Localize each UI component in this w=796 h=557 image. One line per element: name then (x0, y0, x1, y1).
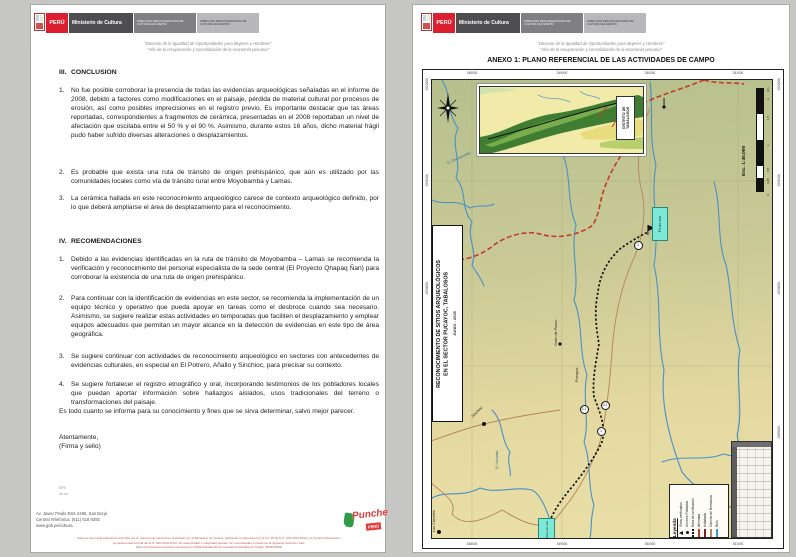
gov-header (34, 13, 259, 33)
place-label-cerro: Cerro de Pasco (554, 319, 558, 346)
direction-box-1: DIRECCIÓN DESCONCENTRADA DE CULTURA SAN MARTÍN (134, 13, 196, 33)
waypoint-marker: 3 (634, 241, 643, 250)
legend-item: Sitios verificados (678, 487, 684, 537)
recommendation-item-1: 1. Debido a las evidencias identificadas en la ruta de tránsito de Moyobamba – Lamas se recomienda la verificación y reconocimiento del personal especialista de la sede central (El Proyecto Qhapaq Ñan) para corroborar la existencia de una ruta de origen prehispánico. (59, 256, 379, 282)
verified-site-icon (679, 531, 683, 535)
waypoint-marker: 1 (597, 427, 606, 436)
signoff-line-2: (Firma y sello) (59, 443, 101, 450)
footer-legal-text (35, 536, 383, 550)
scale-mark: 0 (766, 194, 770, 196)
waypoint-marker: 2.2 (601, 401, 610, 410)
compass-rose-icon (436, 92, 460, 124)
coordinate-tick: 348000 (466, 71, 478, 75)
conclusion-item-3: 3. La cerámica hallada en este reconocimiento arqueológico carece de contexto arqueológico definido, por lo que deberá ampliarse el área de desplazamiento para el reconocimiento. (59, 195, 379, 212)
coordinate-tick: 9291000 (777, 174, 781, 187)
ministry-name: Ministerio de Cultura (456, 13, 520, 33)
waypoint-marker: 2.1 (580, 405, 589, 414)
recommendation-item-2: 2. Para continuar con la identificación de evidencias en este sector, se recomienda la implementación de un equipo técnico y operativo que pueda apoyar en tareas como el desbroce cuando sea necesario. Asimismo, se sugiere realizar estas actividades en temporadas que faciliten el desplazamiento y emplear equipos adecuados que permitan un mayor alcance en la detección de evidencias en este tipo de área geográfica. (59, 295, 379, 339)
rios-line-icon (716, 529, 717, 537)
cc-line: cc: cc: (59, 492, 69, 496)
scale-unit: Km (766, 87, 770, 92)
scale-mark: 1.5 (766, 115, 770, 120)
scale-text: Esc. 1:40,000 (742, 145, 747, 176)
address-line-3: www.gob.pe/cultura (36, 522, 73, 528)
scale-mark: 0.25 (766, 178, 770, 184)
section-recommendations-heading: IV. RECOMENDACIONES (59, 238, 142, 245)
header-quotes (31, 41, 385, 52)
scale-mark: 2 (766, 98, 770, 100)
coordinate-tick: 350000 (644, 542, 656, 546)
coordinate-tick: 351000 (732, 71, 744, 75)
map-title-box (432, 225, 463, 422)
map-canvas (431, 79, 773, 539)
coordinate-tick: 350000 (644, 71, 656, 75)
coordinate-tick: 348000 (466, 542, 478, 546)
coordinate-tick: 9291000 (425, 174, 429, 187)
initials: DFS (59, 486, 66, 490)
river-label-2: Q. Urcupata (495, 450, 499, 469)
page-2 (412, 4, 790, 553)
river-label-1: Q. Quecuarañilla (446, 150, 472, 166)
quote-line-2: "Año de la recuperación y consolidación de la economía peruana" (146, 46, 270, 52)
footer-address (36, 511, 107, 528)
punche-logo-text: Punche (351, 507, 389, 522)
map-title-date: JUNIO - 2025 (451, 311, 457, 336)
gov-header (421, 13, 646, 33)
section-conclusion-heading: III. CONCLUSION (59, 69, 117, 76)
annex-title: ANEXO 1: PLANO REFERENCIAL DE LAS ACTIVIDADES DE CAMPO (487, 57, 715, 64)
address-line-2: Central Telefónica: (511) 618 9393 (36, 516, 100, 522)
direction-box-2: DIRECCIÓN DESCONCENTRADA DE CULTURA SAN MARTÍN (197, 13, 259, 33)
peru-coat-of-arms-icon (421, 13, 432, 31)
route-line-icon (692, 529, 693, 537)
quote-line-2: "Año de la recuperación y consolidación de la economía peruana" (539, 46, 663, 52)
punche-peru-logo (344, 505, 388, 543)
afirmada-line-icon (698, 529, 699, 537)
page-1 (30, 4, 389, 553)
signoff-line-1: Atentamente, (59, 434, 99, 441)
coordinate-tick: 9289000 (777, 426, 781, 439)
address-line-1: Av. Javier Prado Este 2465, San Borja (36, 511, 108, 516)
place-label-pucayoc: Pucayoc (575, 367, 579, 382)
legal-line-3: https://tramitedocumentario.cultura.gob.pe:8181/validadorDocumental/inicio/detalle.jsf Código: BCRQHWN (135, 545, 283, 550)
recommendation-item-3: 3. Se sugiere continuar con actividades de reconocimiento arqueológico en sectores con antecedentes de evidencias culturales, en especial en El Potrero, Añallo y Sinchioc, para precisar su contexto. (59, 353, 379, 370)
coordinate-tick: 349000 (556, 71, 568, 75)
legend-title: Leyenda (672, 518, 677, 537)
route-end-label: Fin de ruta (652, 207, 668, 241)
route-start-label: Inicio de ruta (538, 518, 555, 539)
populated-center-icon (686, 532, 689, 535)
inset-map (479, 86, 644, 154)
punche-logo-peru: PERÚ (366, 522, 382, 531)
scale-mark: 0.5 (766, 167, 770, 172)
legend-item: Centros Poblados (684, 487, 690, 537)
direction-box-1: DIRECCIÓN DESCONCENTRADA DE CULTURA SAN MARTÍN (521, 13, 583, 33)
legal-line-2: Complementaria Final del D.S. 026-2016-PCM. Su autenticidad e integridad pueden ser contrastadas a través de la siguiente dirección web: (112, 540, 306, 545)
ministry-name: Ministerio de Cultura (69, 13, 133, 33)
map-title-line-1: RECONOCIMIENTO DE SITIOS ARQUEOLÓGICOS (435, 259, 442, 388)
legend (669, 484, 729, 538)
scale-bar (756, 88, 764, 192)
coordinate-tick: 349000 (556, 542, 568, 546)
legend-item: Ruta de verificación (690, 487, 696, 537)
coordinate-tick: 9290000 (777, 282, 781, 295)
direction-box-2: DIRECCIÓN DESCONCENTRADA DE CULTURA SAN MARTÍN (584, 13, 646, 33)
utm-coordinates-table (731, 441, 772, 538)
legend-item: Ríos (714, 487, 720, 537)
coordinate-tick: 9292000 (425, 78, 429, 91)
coordinate-tick: 351000 (732, 542, 744, 546)
peru-wordmark: PERÚ (433, 13, 455, 33)
coordinate-tick: 9292000 (777, 78, 781, 91)
quote-line-1: "Decenio de la Igualdad de Oportunidades para Mujeres y Hombres" (144, 41, 272, 46)
place-label-sinchioc: Sinchioc (470, 405, 484, 419)
asfaltada-line-icon (704, 529, 705, 537)
legal-line-1: Esta es una copia auténtica imprimible de un documento electrónico archivado por el Ministerio de Cultura, aplicando lo dispuesto por el Art. 25 de D.S. 070-2013-PCM y la Tercera Disposición (77, 536, 341, 540)
header-quotes (413, 41, 789, 52)
map-title-line-2: EN EL SECTOR PUCAYOC, TABALOSOS (443, 271, 450, 376)
place-label-claveles: Los Claveles (432, 510, 436, 532)
peru-coat-of-arms-icon (34, 13, 45, 31)
recommendation-item-4: 4. Se sugiere fortalecer el registro etnográfico y oral, incorporando testimonios de los pobladores locales que puedan aportar información sobre hallazgos aislados, usos tradicionales del terreno o transformaciones del paisaje. (59, 381, 379, 407)
legend-item: Camino de Herradura (708, 487, 714, 537)
district-label: DISTRITO DE TABALOSOS (616, 96, 635, 140)
quote-line-1: "Decenio de la Igualdad de Oportunidades para Mujeres y Hombres" (537, 41, 665, 46)
coordinate-tick: 9290000 (425, 282, 429, 295)
legend-item: Asfaltada (702, 487, 708, 537)
peru-wordmark: PERÚ (46, 13, 68, 33)
conclusion-item-2: 2. Es probable que exista una ruta de tránsito de origen prehispánico, que aún es utilizado por las comunidades locales como vía de tránsito rural entre Moyobamba y Lamas. (59, 169, 379, 186)
herradura-line-icon (710, 529, 711, 537)
closing-paragraph: Es todo cuanto se informa para su conocimiento y fines que se sirva determinar, salvo mejor parecer. (59, 408, 355, 415)
scale-mark: 1 (766, 144, 770, 146)
legend-item: Afirmada (696, 487, 702, 537)
conclusion-item-1: 1. No fue posible corroborar la presencia de todas las evidencias arqueológicas señaladas en el informe de 2008, debido a factores como modificaciones en el paisaje, pérdida de material cultural por procesos de erosión, así como posibles imprecisiones en el registro previo. Es importante destacar que las áreas reportadas, correspondientes a fragmentos de cerámica, presentadas en el 2008 reportaban un nivel de afectación que oscilaba entre el 50 % y el 90 %. Asimismo, durante estos 16 años, dicho material frágil pudo haber sufrido diversas alteraciones o desplazamientos. (59, 87, 379, 140)
